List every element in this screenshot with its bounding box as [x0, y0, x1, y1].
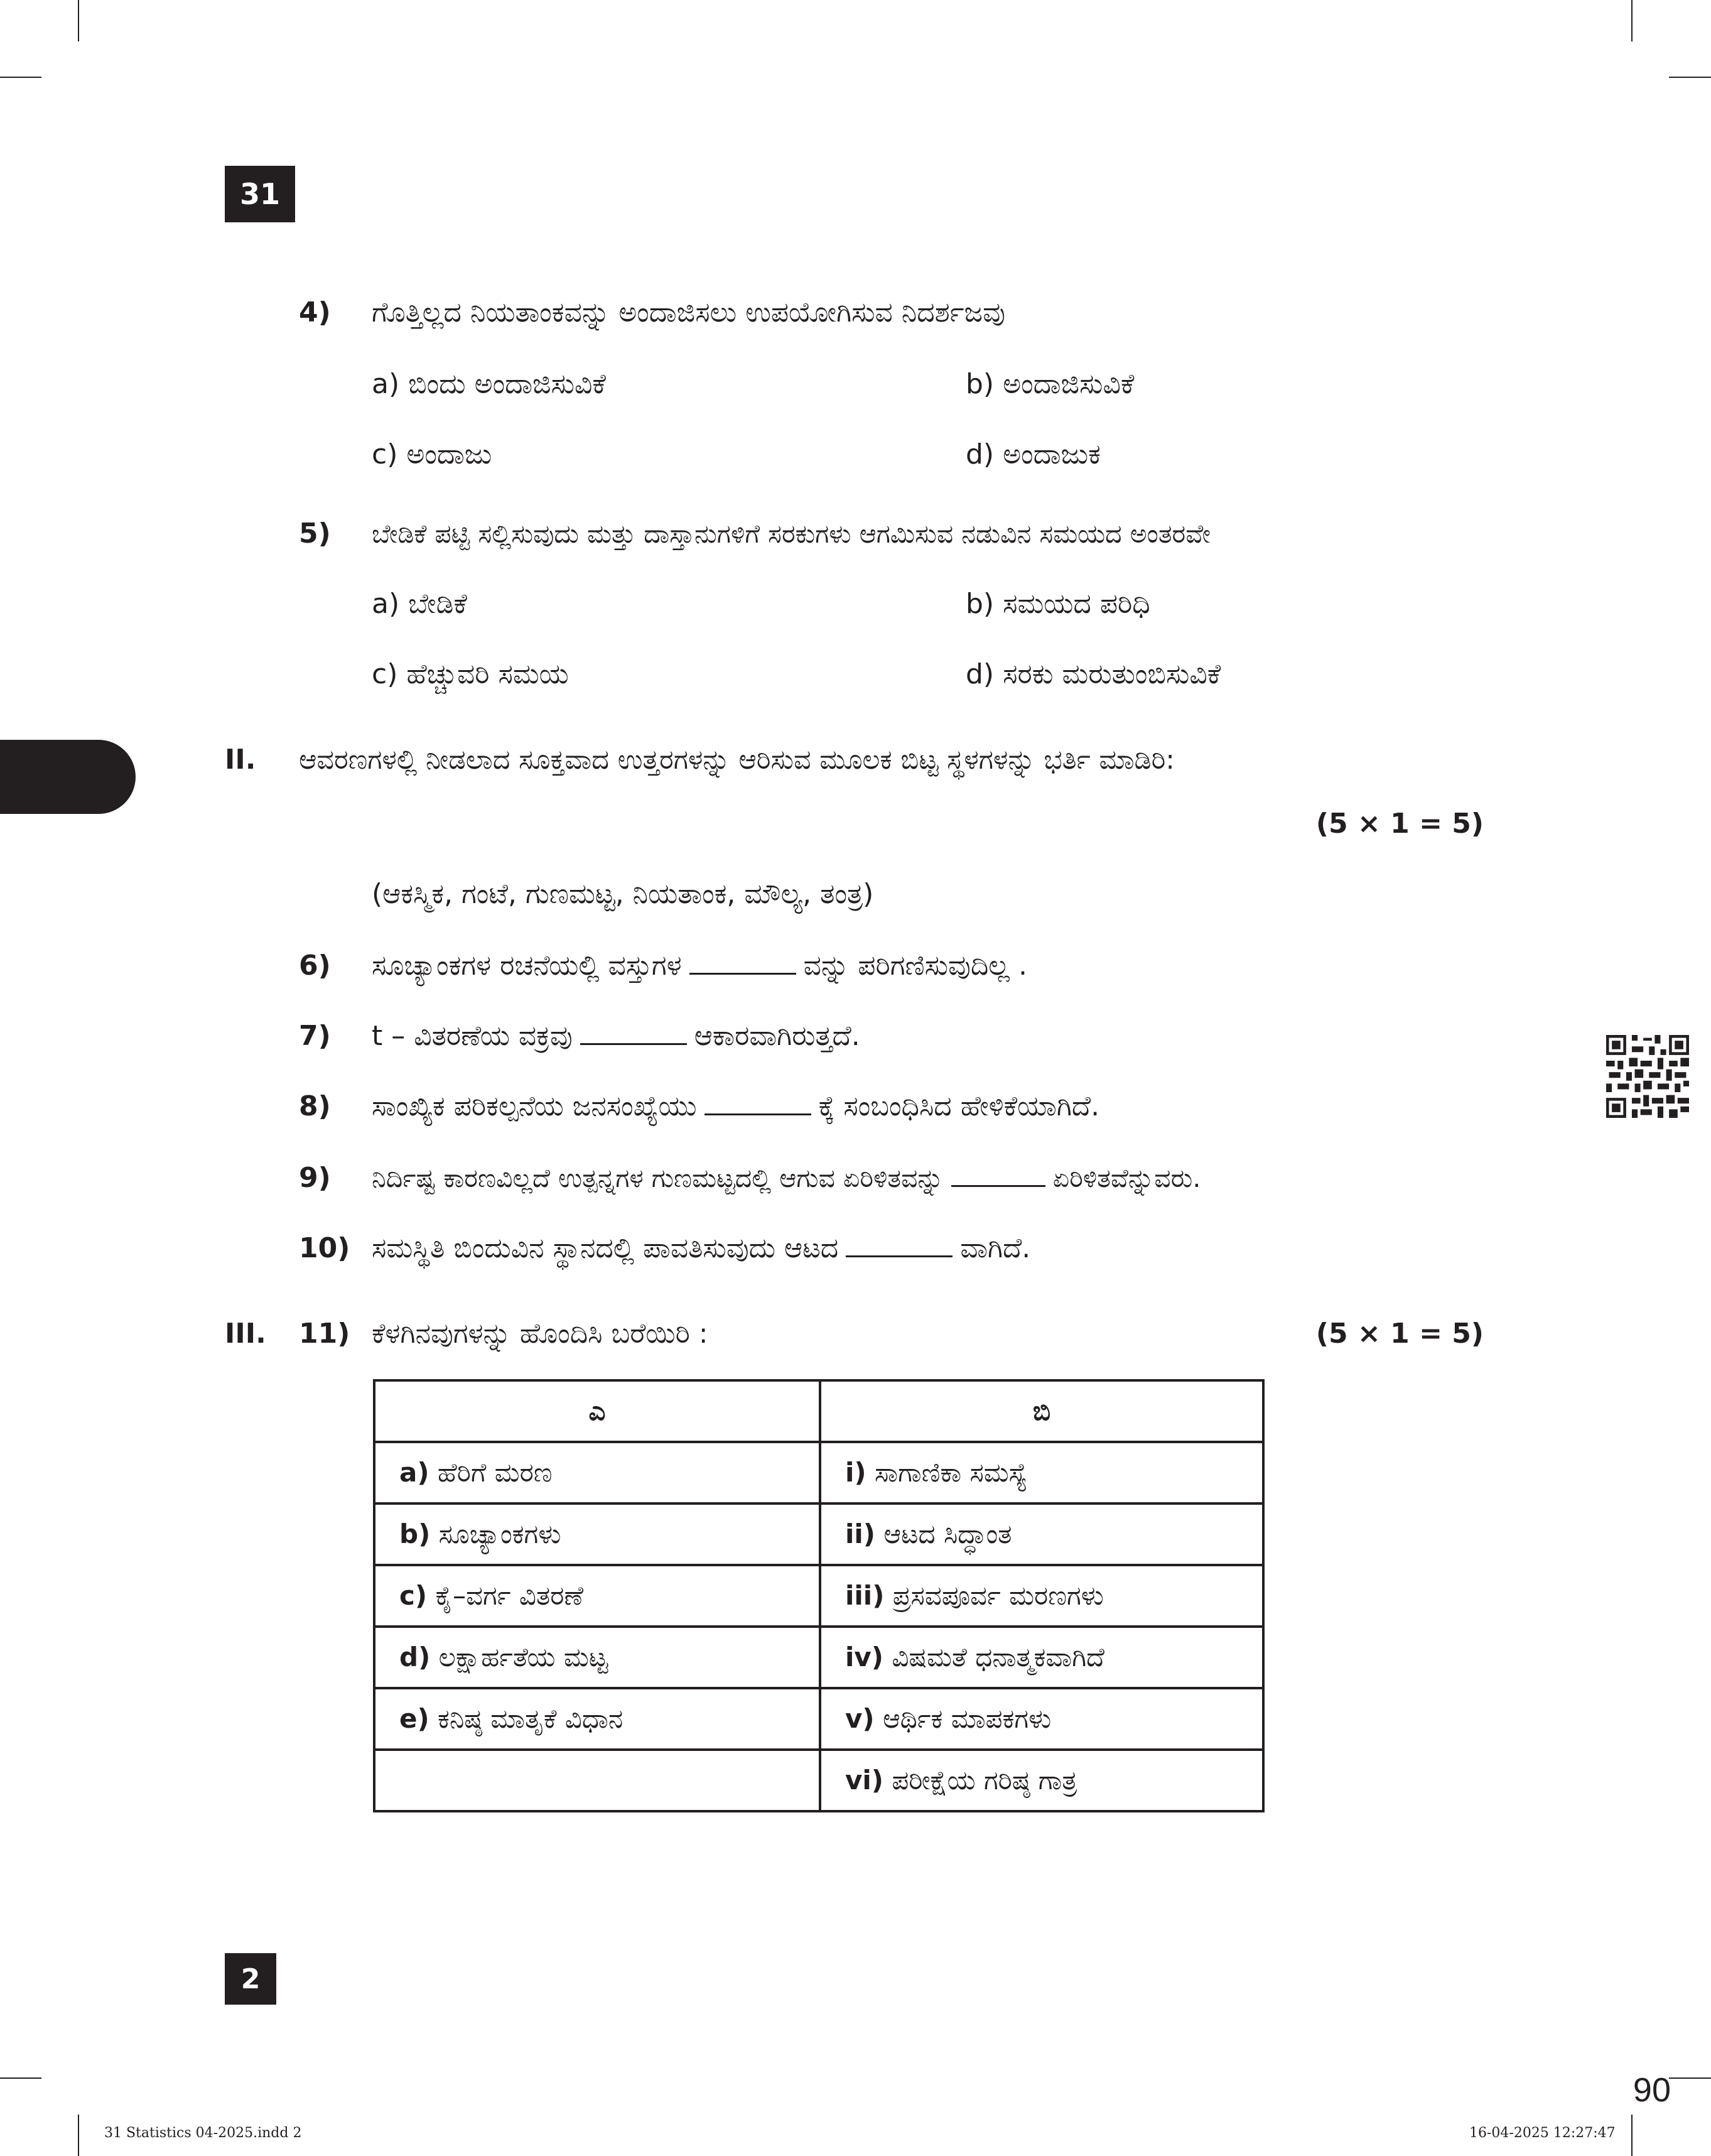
option: c) ಅಂದಾಜು — [372, 438, 492, 470]
question-text: ಸೂಚ್ಯಾಂಕಗಳ ರಚನೆಯಲ್ಲಿ ವಸ್ತುಗಳ — [372, 950, 682, 982]
item-text: ಸಾಗಾಣಿಕಾ ಸಮಸ್ಯೆ — [874, 1457, 1028, 1488]
item-text: ವಿಷಮತೆ ಧನಾತ್ಮಕವಾಗಿದೆ — [892, 1642, 1104, 1672]
section-roman: III. — [225, 1318, 266, 1350]
option: c) ಹೆಚ್ಚುವರಿ ಸಮಯ — [372, 658, 569, 690]
question-7 — [299, 1017, 860, 1055]
item-label: ii) — [845, 1519, 875, 1549]
item-text: ಆರ್ಥಿಕ ಮಾಪಕಗಳು — [882, 1703, 1052, 1734]
column-b-cell — [820, 1503, 1263, 1565]
column-a-header: ಎ — [374, 1380, 820, 1442]
item-label: a) — [399, 1457, 429, 1488]
option: a) ಬಿಂದು ಅಂದಾಜಿಸುವಿಕೆ — [372, 368, 606, 400]
answer-blank[interactable] — [951, 1160, 1045, 1187]
answer-blank[interactable] — [846, 1230, 953, 1257]
print-slug-date: 16-04-2025 12:27:47 — [1469, 2125, 1616, 2141]
item-label: d) — [399, 1642, 431, 1672]
crop-mark — [0, 2077, 41, 2079]
item-text: ಕೈ–ವರ್ಗ ವಿತರಣೆ — [435, 1580, 584, 1611]
word-bank: (ಆಕಸ್ಮಿಕ, ಗಂಟೆ, ಗುಣಮಟ್ಟ, ನಿಯತಾಂಕ, ಮೌಲ್ಯ, ತಂತ್ರ) — [372, 878, 874, 910]
table-row — [374, 1442, 1263, 1503]
section-instruction: ಕೆಳಗಿನವುಗಳನ್ನು ಹೊಂದಿಸಿ ಬರೆಯಿರಿ : — [372, 1318, 708, 1350]
column-b-cell — [820, 1442, 1263, 1503]
question-number: 5) — [299, 517, 331, 550]
item-label: i) — [845, 1457, 866, 1488]
option: b) ಅಂದಾಜಿಸುವಿಕೆ — [966, 368, 1135, 400]
question-number: 9) — [299, 1162, 331, 1194]
question-number: 4) — [299, 296, 331, 328]
page-number-badge: 2 — [225, 1953, 276, 2005]
section-roman: II. — [225, 744, 256, 776]
option: d) ಅಂದಾಜುಕ — [966, 438, 1101, 470]
question-text: ನಿರ್ದಿಷ್ಟ ಕಾರಣವಿಲ್ಲದೆ ಉತ್ಪನ್ನಗಳ ಗುಣಮಟ್ಟದಲ್ಲಿ ಆಗುವ ಏರಿಳಿತವನ್ನು — [372, 1163, 944, 1193]
question-text: ವಾಗಿದೆ. — [960, 1232, 1031, 1264]
print-slug-file: 31 Statistics 04-2025.indd 2 — [104, 2125, 302, 2141]
crop-mark — [1669, 77, 1711, 78]
crop-mark — [78, 0, 79, 41]
table-row — [374, 1565, 1263, 1627]
item-text: ಆಟದ ಸಿದ್ಧಾಂತ — [883, 1519, 1012, 1549]
qr-code-icon — [1606, 1035, 1689, 1118]
question-text: ಏರಿಳಿತವೆನ್ನುವರು. — [1052, 1163, 1201, 1193]
item-label: iii) — [845, 1580, 885, 1611]
paper-code-badge: 31 — [225, 166, 295, 222]
column-a-cell — [374, 1750, 820, 1811]
item-text: ಲಕ್ಷಾರ್ಹತೆಯ ಮಟ್ಟ — [438, 1642, 608, 1672]
item-text: ಕನಿಷ್ಠ ಮಾತೃಕೆ ವಿಧಾನ — [438, 1703, 623, 1734]
table-row — [374, 1688, 1263, 1750]
question-text: ಕ್ಕೆ ಸಂಬಂಧಿಸಿದ ಹೇಳಿಕೆಯಾಗಿದೆ. — [818, 1090, 1100, 1122]
item-label: iv) — [845, 1642, 883, 1672]
column-b-cell — [820, 1750, 1263, 1811]
question-number: 6) — [299, 950, 331, 982]
question-text: ಬೇಡಿಕೆ ಪಟ್ಟಿ ಸಲ್ಲಿಸುವುದು ಮತ್ತು ದಾಸ್ತಾನುಗಳಿಗೆ ಸರಕುಗಳು ಆಗಮಿಸುವ ನಡುವಿನ ಸಮಯದ ಅಂತರವೇ — [372, 519, 1211, 549]
question-10 — [299, 1230, 1030, 1267]
book-page-number: 90 — [1633, 2071, 1671, 2109]
table-header-row — [374, 1380, 1263, 1442]
question-text: ಸಮಸ್ಥಿತಿ ಬಿಂದುವಿನ ಸ್ಥಾನದಲ್ಲಿ ಪಾವತಿಸುವುದು ಆಟದ — [372, 1232, 839, 1264]
marks-label: (5 × 1 = 5) — [1315, 808, 1484, 840]
question-6 — [299, 947, 1027, 985]
item-text: ಹೆರಿಗೆ ಮರಣ — [437, 1457, 553, 1488]
question-9 — [299, 1159, 1201, 1197]
crop-mark — [0, 77, 41, 78]
question-number: 10) — [299, 1232, 350, 1264]
column-a-cell — [374, 1565, 820, 1627]
item-label: vi) — [845, 1765, 883, 1796]
item-text: ಸೂಚ್ಯಾಂಕಗಳು — [438, 1519, 561, 1549]
question-text: ವನ್ನು ಪರಿಗಣಿಸುವುದಿಲ್ಲ . — [803, 950, 1028, 982]
column-b-cell — [820, 1565, 1263, 1627]
answer-blank[interactable] — [580, 1018, 687, 1045]
column-b-cell — [820, 1688, 1263, 1750]
question-text: ಗೊತ್ತಿಲ್ಲದ ನಿಯತಾಂಕವನ್ನು ಅಂದಾಜಿಸಲು ಉಪಯೋಗಿಸುವ ನಿದರ್ಶಜವು — [372, 296, 1005, 328]
item-text: ಪರೀಕ್ಷೆಯ ಗರಿಷ್ಠ ಗಾತ್ರ — [892, 1765, 1077, 1796]
column-a-cell — [374, 1503, 820, 1565]
crop-mark — [1631, 2115, 1633, 2156]
question-number: 11) — [299, 1318, 350, 1350]
question-number: 7) — [299, 1020, 331, 1052]
question-number: 8) — [299, 1090, 331, 1122]
crop-mark — [78, 2115, 79, 2156]
question-5 — [299, 515, 1211, 553]
question-text: ಆಕಾರವಾಗಿರುತ್ತದೆ. — [694, 1020, 860, 1052]
section-tab-icon — [0, 740, 136, 814]
question-4 — [299, 294, 1005, 332]
answer-blank[interactable] — [704, 1088, 811, 1115]
question-8 — [299, 1088, 1099, 1125]
table-row — [374, 1627, 1263, 1688]
table-row — [374, 1750, 1263, 1811]
item-label: v) — [845, 1703, 875, 1734]
marks-label: (5 × 1 = 5) — [1315, 1318, 1484, 1350]
question-text: t – ವಿತರಣೆಯ ವಕ್ರವು — [372, 1020, 573, 1052]
option: a) ಬೇಡಿಕೆ — [372, 588, 467, 620]
item-label: b) — [399, 1519, 431, 1549]
match-table — [373, 1379, 1265, 1812]
table-row — [374, 1503, 1263, 1565]
item-label: e) — [399, 1703, 429, 1734]
column-a-cell — [374, 1688, 820, 1750]
column-b-cell — [820, 1627, 1263, 1688]
item-text: ಪ್ರಸವಪೂರ್ವ ಮರಣಗಳು — [892, 1580, 1104, 1611]
question-text: ಸಾಂಖ್ಯಿಕ ಪರಿಕಲ್ಪನೆಯ ಜನಸಂಖ್ಯೆಯು — [372, 1090, 697, 1122]
crop-mark — [1669, 2077, 1711, 2079]
section-instruction: ಆವರಣಗಳಲ್ಲಿ ನೀಡಲಾದ ಸೂಕ್ತವಾದ ಉತ್ತರಗಳನ್ನು ಆರಿಸುವ ಮೂಲಕ ಬಿಟ್ಟ ಸ್ಥಳಗಳನ್ನು ಭರ್ತಿ ಮಾಡಿರಿ: — [299, 744, 1175, 776]
column-a-cell — [374, 1442, 820, 1503]
item-label: c) — [399, 1580, 428, 1611]
column-a-cell — [374, 1627, 820, 1688]
answer-blank[interactable] — [689, 948, 796, 975]
option: d) ಸರಕು ಮರುತುಂಬಿಸುವಿಕೆ — [966, 658, 1221, 690]
column-b-header: ಬಿ — [820, 1380, 1263, 1442]
crop-mark — [1631, 0, 1633, 41]
option: b) ಸಮಯದ ಪರಿಧಿ — [966, 588, 1150, 620]
